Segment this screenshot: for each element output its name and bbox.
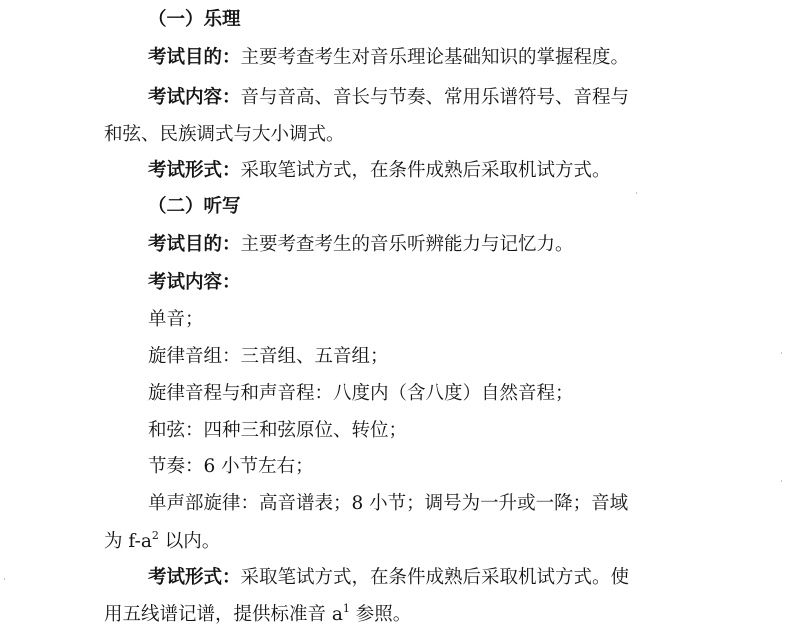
dictation-content-label: 考试内容： <box>148 272 241 293</box>
item-intervals: 旋律音程与和声音程：八度内（含八度）自然音程； <box>148 383 574 404</box>
format-text: 采取笔试方式，在条件成熟后采取机试方式。 <box>240 160 611 181</box>
scan-speck <box>781 352 782 354</box>
range-superscript: 2 <box>151 528 159 542</box>
range-text: 为 f-a <box>104 531 152 552</box>
scan-speck <box>781 480 782 482</box>
content-label: 考试内容： <box>148 87 241 108</box>
purpose-label: 考试目的： <box>148 234 241 255</box>
item-melodic-groups: 旋律音组：三音组、五音组； <box>148 346 389 367</box>
purpose-label: 考试目的： <box>148 47 241 68</box>
dictation-format <box>0 563 789 593</box>
standard-pitch-superscript: 1 <box>342 601 350 615</box>
music-theory-content <box>0 83 789 113</box>
dictation-purpose <box>0 230 789 260</box>
item-chords: 和弦：四种三和弦原位、转位； <box>148 420 408 441</box>
format-label: 考试形式： <box>148 567 241 588</box>
range-text-end: 以内。 <box>158 531 221 552</box>
music-theory-purpose <box>0 43 789 73</box>
format-text-end: 参照。 <box>349 604 412 625</box>
content-text: 音与音高、音长与节奏、常用乐谱符号、音程与 <box>240 87 630 108</box>
item-rhythm: 节奏：6 小节左右； <box>148 456 314 477</box>
format-label: 考试形式： <box>148 160 241 181</box>
purpose-text: 主要考查考生的音乐听辨能力与记忆力。 <box>240 234 574 255</box>
scan-speck <box>4 578 5 580</box>
music-theory-content-cont: 和弦、民族调式与大小调式。 <box>104 124 345 145</box>
item-single-tone: 单音； <box>148 309 204 330</box>
item-melody: 单声部旋律：高音谱表；8 小节；调号为一升或一降；音域 <box>148 493 629 514</box>
music-theory-heading: （一）乐理 <box>148 9 241 30</box>
dictation-format-cont <box>0 600 789 630</box>
music-theory-format <box>0 156 789 186</box>
purpose-text: 主要考查考生对音乐理论基础知识的掌握程度。 <box>240 47 630 68</box>
item-melody-cont <box>0 527 789 557</box>
format-text: 采取笔试方式，在条件成熟后采取机试方式。使 <box>240 567 630 588</box>
format-text-cont: 用五线谱记谱，提供标准音 a <box>104 604 343 625</box>
dictation-heading: （二）听写 <box>148 196 241 217</box>
scan-speck <box>636 192 637 194</box>
